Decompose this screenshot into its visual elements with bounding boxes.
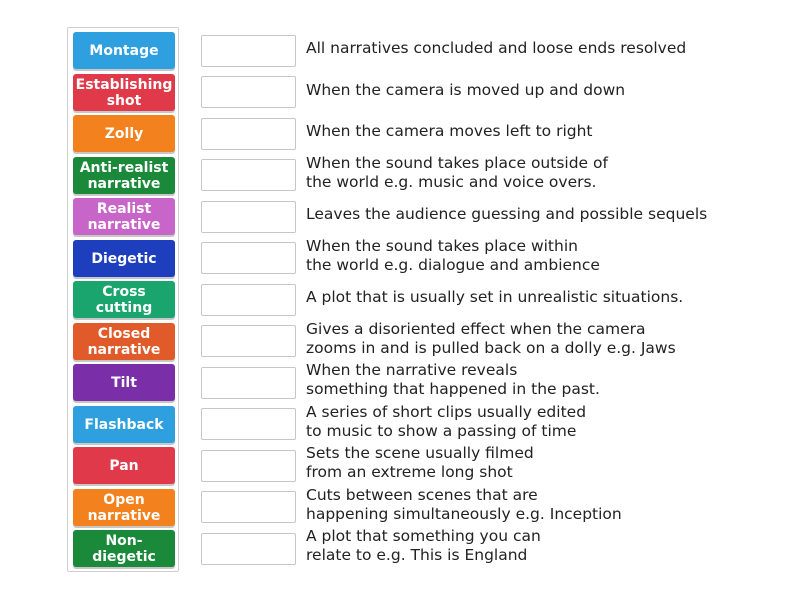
card-establishing-shot[interactable] — [73, 74, 175, 111]
definition-text: Cuts between scenes that are happening simultaneously e.g. Inception — [306, 486, 622, 523]
definition-text: When the sound takes place within the world e.g. dialogue and ambience — [306, 237, 600, 274]
card-cross-cutting[interactable] — [73, 281, 175, 318]
card-tilt[interactable] — [73, 364, 175, 401]
definition-text: All narratives concluded and loose ends resolved — [306, 39, 687, 57]
definition-text: Gives a disoriented effect when the camera zooms in and is pulled back on a dolly e.g. Jaws — [306, 320, 676, 357]
card-non-diegetic[interactable] — [73, 530, 175, 567]
card-label: Non-diegetic — [92, 532, 156, 565]
drop-slot[interactable] — [201, 491, 296, 523]
definition-text: When the narrative reveals something that happened in the past. — [306, 361, 600, 398]
card-anti-realist-narrative[interactable] — [73, 157, 175, 194]
card-closed-narrative[interactable] — [73, 323, 175, 360]
definition-text: A series of short clips usually edited to music to show a passing of time — [306, 403, 587, 440]
drop-slot[interactable] — [201, 325, 296, 357]
card-label: Diegetic — [91, 250, 157, 267]
card-realist-narrative[interactable] — [73, 198, 175, 235]
definition-text: When the camera moves left to right — [306, 122, 593, 140]
card-label: Zolly — [104, 125, 144, 142]
card-label: Montage — [89, 42, 159, 59]
card-label: Cross cutting — [95, 283, 153, 316]
drop-slot[interactable] — [201, 159, 296, 191]
card-label: Realist narrative — [87, 200, 161, 233]
definition-text: A plot that is usually set in unrealistic situations. — [306, 288, 684, 306]
card-label: Flashback — [84, 416, 164, 433]
card-flashback[interactable] — [73, 406, 175, 443]
definition-text: When the sound takes place outside of the world e.g. music and voice overs. — [306, 154, 608, 191]
drop-slot[interactable] — [201, 533, 296, 565]
drop-slot[interactable] — [201, 242, 296, 274]
card-pan[interactable] — [73, 447, 175, 484]
drop-slot[interactable] — [201, 201, 296, 233]
card-label: Closed narrative — [87, 325, 161, 358]
card-montage[interactable] — [73, 32, 175, 69]
drop-slot[interactable] — [201, 284, 296, 316]
card-label: Establishing shot — [75, 76, 173, 109]
card-open-narrative[interactable] — [73, 489, 175, 526]
definition-text: Leaves the audience guessing and possible sequels — [306, 205, 708, 223]
card-label: Tilt — [111, 374, 137, 391]
drop-slot[interactable] — [201, 118, 296, 150]
drop-slot[interactable] — [201, 408, 296, 440]
definition-text: Sets the scene usually filmed from an extreme long shot — [306, 444, 534, 481]
drop-slot[interactable] — [201, 35, 296, 67]
card-label: Anti-realist narrative — [79, 159, 169, 192]
card-diegetic[interactable] — [73, 240, 175, 277]
drop-slot[interactable] — [201, 76, 296, 108]
drop-slot[interactable] — [201, 450, 296, 482]
drop-slot[interactable] — [201, 367, 296, 399]
card-label: Open narrative — [87, 491, 161, 524]
definition-text: A plot that something you can relate to e.g. This is England — [306, 527, 541, 564]
definition-text: When the camera is moved up and down — [306, 81, 626, 99]
card-zolly[interactable] — [73, 115, 175, 152]
card-label: Pan — [109, 457, 139, 474]
